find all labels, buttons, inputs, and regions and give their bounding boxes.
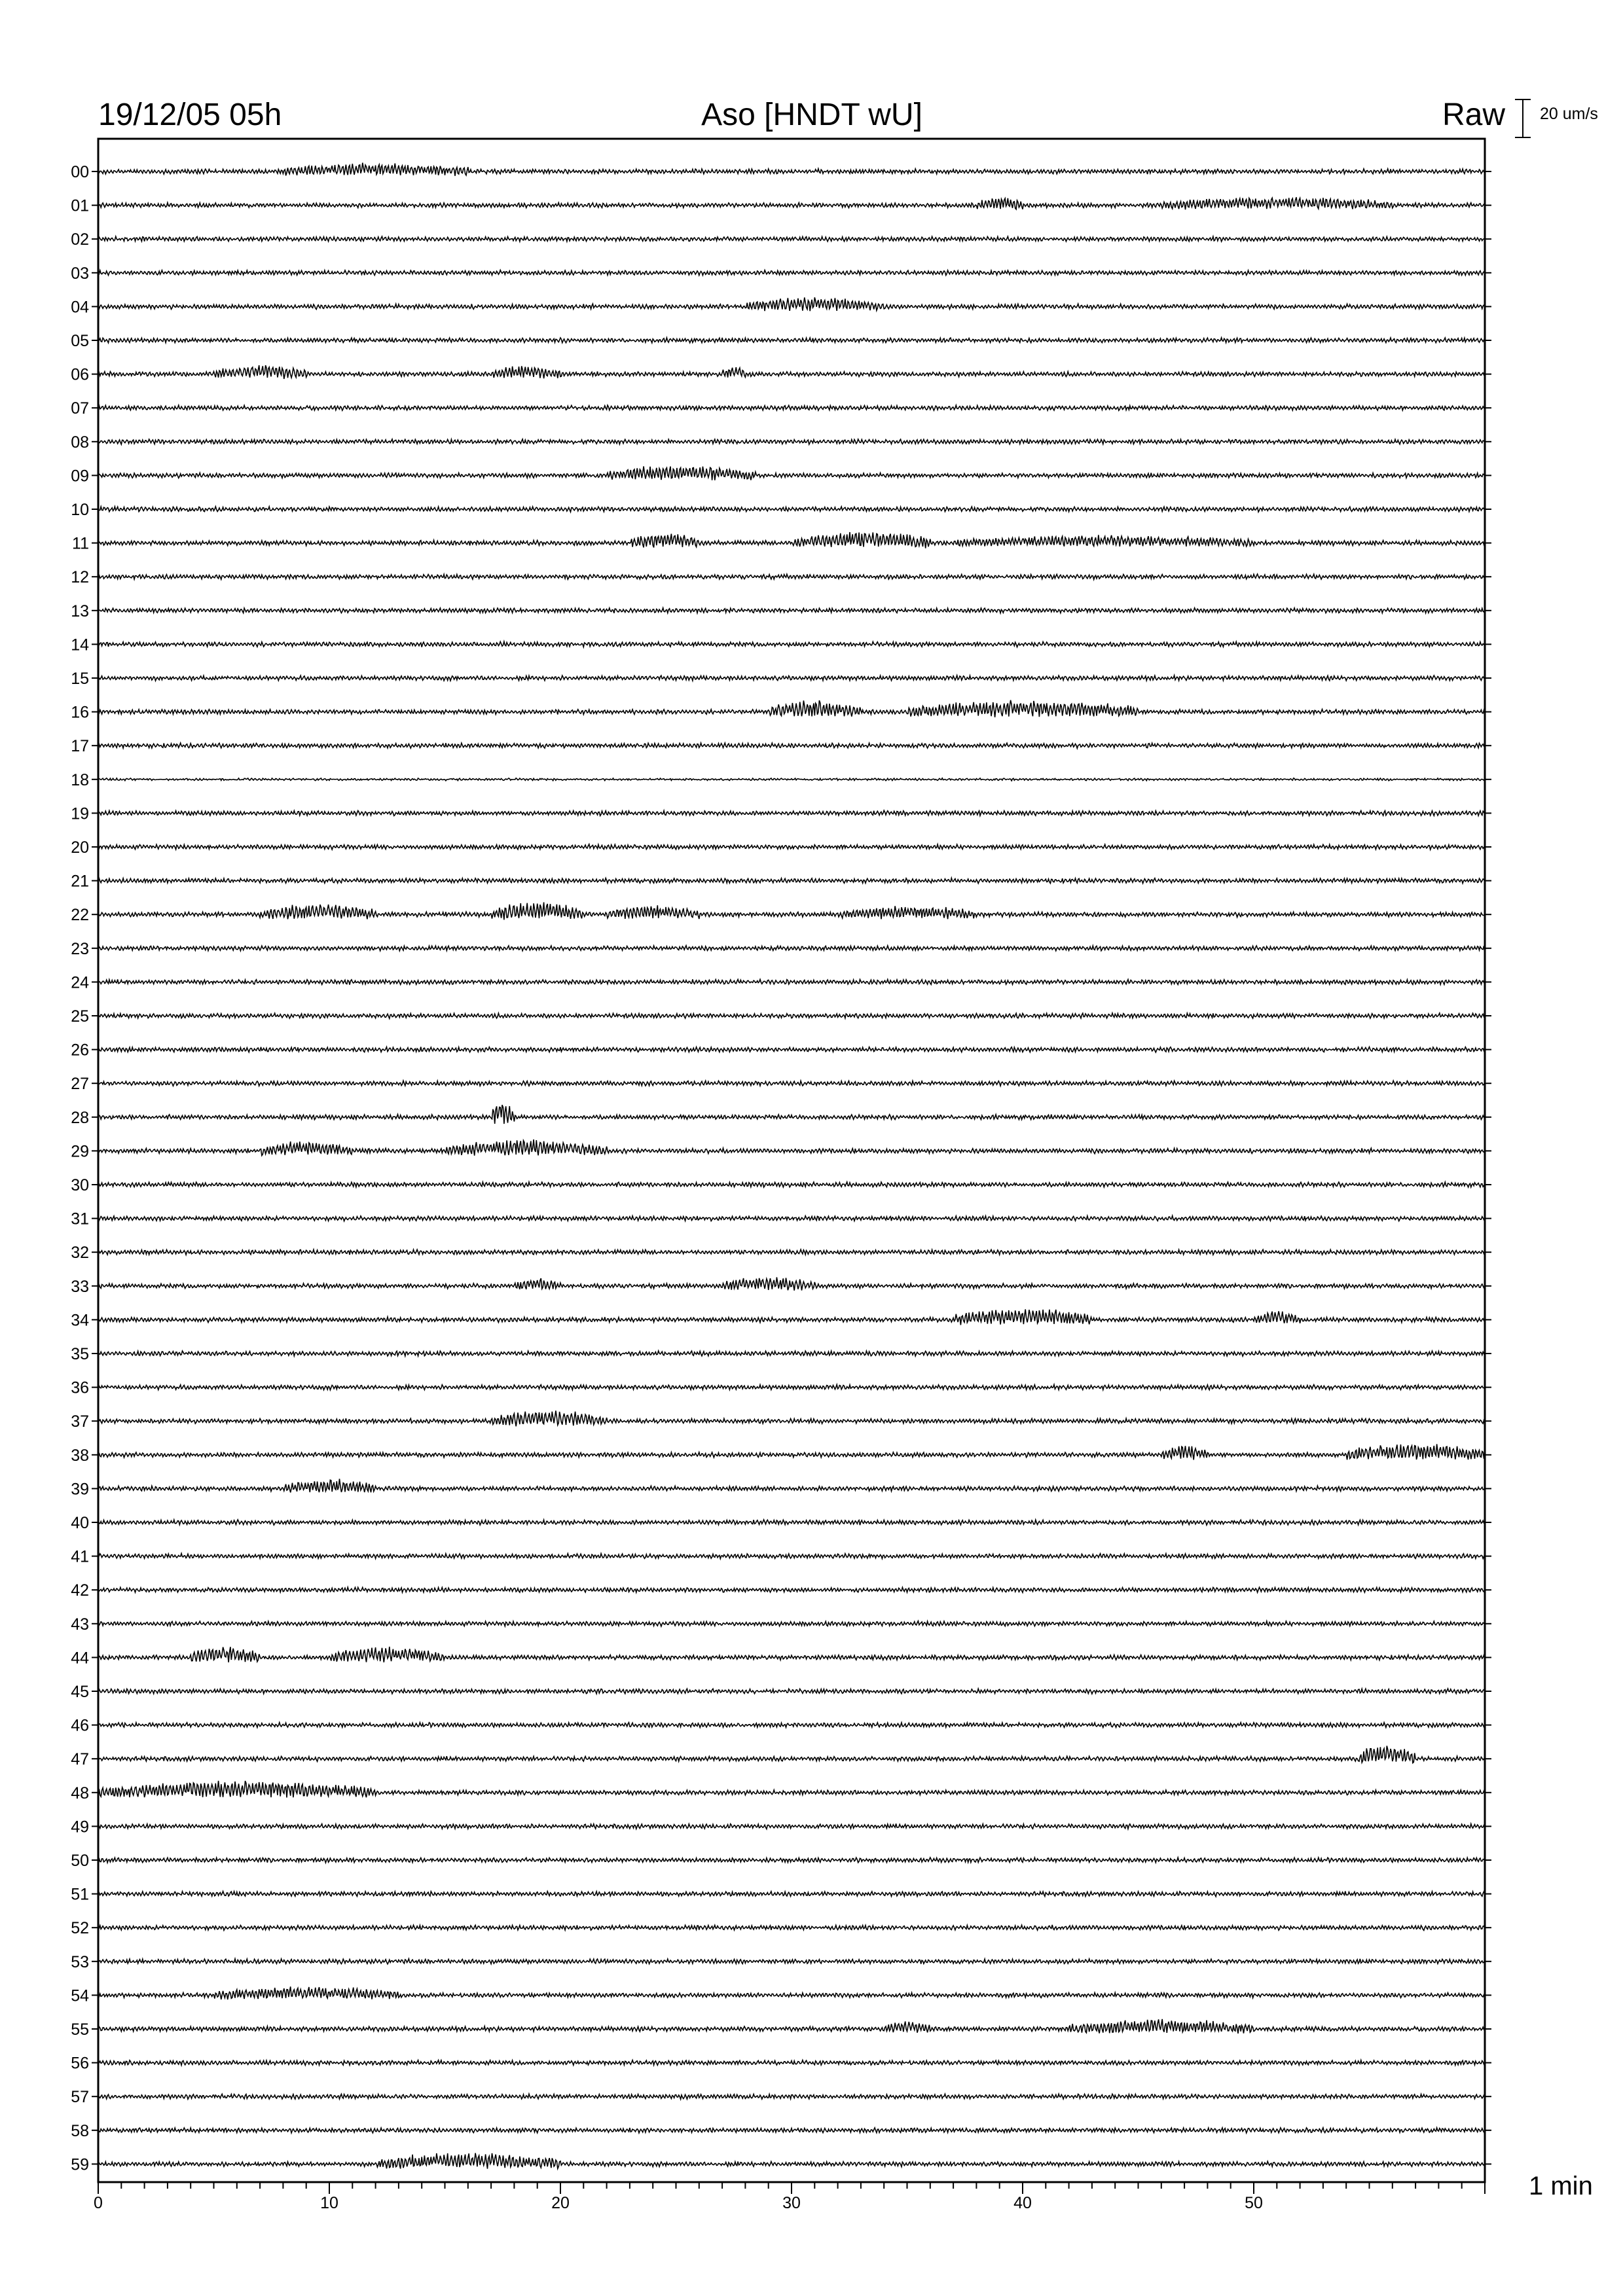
row-label: 39 <box>71 1480 89 1499</box>
trace-row-19 <box>71 804 1491 823</box>
row-label: 37 <box>71 1412 89 1431</box>
trace-row-54 <box>71 1986 1491 2005</box>
row-label: 23 <box>71 939 89 958</box>
trace-row-24 <box>71 973 1491 992</box>
trace-row-31 <box>71 1210 1491 1229</box>
trace-line <box>98 405 1485 410</box>
trace-line <box>98 197 1485 209</box>
trace-line <box>98 743 1485 748</box>
trace-line <box>98 338 1485 343</box>
mode-label: Raw <box>1442 98 1505 132</box>
trace-row-58 <box>71 2122 1491 2140</box>
trace-row-34 <box>71 1310 1491 1330</box>
trace-line <box>98 1689 1485 1694</box>
trace-line <box>98 700 1485 717</box>
trace-line <box>98 1216 1485 1221</box>
trace-row-02 <box>71 230 1491 249</box>
trace-line <box>98 1278 1485 1291</box>
trace-row-21 <box>71 872 1491 891</box>
trace-row-52 <box>71 1919 1491 1937</box>
trace-row-44 <box>71 1647 1491 1667</box>
row-label: 59 <box>71 2155 89 2174</box>
row-label: 10 <box>71 501 89 519</box>
trace-row-55 <box>71 2019 1491 2039</box>
row-label: 16 <box>71 703 89 722</box>
row-label: 53 <box>71 1952 89 1971</box>
trace-row-57 <box>71 2088 1491 2106</box>
row-label: 50 <box>71 1852 89 1870</box>
trace-row-08 <box>71 433 1491 452</box>
trace-row-42 <box>71 1581 1491 1600</box>
trace-row-40 <box>71 1514 1491 1532</box>
row-label: 45 <box>71 1683 89 1701</box>
trace-line <box>98 1925 1485 1930</box>
row-label: 11 <box>72 534 89 553</box>
trace-row-33 <box>71 1278 1491 1296</box>
trace-line <box>98 1959 1485 1964</box>
trace-line <box>98 1857 1485 1863</box>
x-axis <box>94 2182 1485 2212</box>
row-label: 27 <box>71 1075 89 1094</box>
trace-row-15 <box>71 670 1491 688</box>
trace-row-53 <box>71 1953 1491 1971</box>
row-label: 17 <box>71 737 89 756</box>
trace-row-43 <box>71 1615 1491 1634</box>
date-hour-label: 19/12/05 05h <box>98 98 282 132</box>
trace-line <box>98 979 1485 984</box>
trace-row-11 <box>72 532 1491 553</box>
row-label: 49 <box>71 1818 89 1837</box>
trace-line <box>98 574 1485 579</box>
trace-line <box>98 297 1485 311</box>
row-label: 38 <box>71 1446 89 1465</box>
plot-frame <box>98 139 1485 2182</box>
row-label: 47 <box>71 1750 89 1769</box>
row-label: 02 <box>71 230 89 249</box>
row-label: 05 <box>71 332 89 350</box>
row-label: 29 <box>71 1142 89 1161</box>
trace-row-10 <box>71 501 1491 519</box>
trace-row-01 <box>71 197 1491 215</box>
trace-row-51 <box>71 1886 1491 1904</box>
row-label: 46 <box>71 1716 89 1735</box>
trace-row-04 <box>71 297 1491 316</box>
trace-line <box>98 1310 1485 1325</box>
trace-line <box>98 1781 1485 1798</box>
row-label: 26 <box>71 1041 89 1060</box>
trace-line <box>98 236 1485 242</box>
trace-line <box>98 1587 1485 1592</box>
row-label: 22 <box>71 906 89 925</box>
trace-row-22 <box>71 903 1491 925</box>
row-label: 01 <box>71 196 89 215</box>
trace-row-16 <box>71 700 1491 722</box>
trace-line <box>98 467 1485 480</box>
trace-row-05 <box>71 332 1491 350</box>
trace-row-48 <box>71 1781 1491 1803</box>
trace-row-47 <box>71 1746 1491 1768</box>
row-label: 20 <box>71 838 89 857</box>
trace-row-46 <box>71 1717 1491 1735</box>
trace-row-23 <box>71 940 1491 958</box>
trace-line <box>98 1479 1485 1493</box>
trace-line <box>98 2128 1485 2133</box>
row-label: 13 <box>71 601 89 620</box>
scale-bar <box>1515 99 1531 137</box>
trace-row-32 <box>71 1244 1491 1262</box>
row-label: 18 <box>71 770 89 789</box>
row-label: 32 <box>71 1244 89 1263</box>
row-label: 54 <box>71 1986 89 2005</box>
trace-line <box>98 778 1485 781</box>
trace-row-17 <box>71 737 1491 755</box>
trace-row-18 <box>71 771 1491 789</box>
trace-line <box>98 1892 1485 1897</box>
trace-line <box>98 1986 1485 2000</box>
trace-line <box>98 1410 1485 1426</box>
row-label: 15 <box>71 670 89 688</box>
trace-line <box>98 1647 1485 1662</box>
trace-line <box>98 2153 1485 2169</box>
trace-line <box>98 532 1485 548</box>
row-label: 55 <box>71 2020 89 2039</box>
row-label: 57 <box>71 2088 89 2107</box>
trace-row-06 <box>71 365 1491 384</box>
row-label: 34 <box>71 1311 89 1330</box>
row-label: 48 <box>71 1784 89 1803</box>
row-label: 09 <box>71 467 89 486</box>
row-label: 51 <box>71 1885 89 1904</box>
trace-row-28 <box>71 1105 1491 1127</box>
trace-line <box>98 1823 1485 1829</box>
x-tick-label: 30 <box>782 2194 801 2212</box>
x-tick-label: 10 <box>320 2194 338 2212</box>
row-label: 12 <box>71 568 89 587</box>
trace-line <box>98 1139 1485 1156</box>
trace-line <box>98 163 1485 176</box>
x-unit-label: 1 min <box>1529 2172 1593 2200</box>
trace-row-50 <box>71 1852 1491 1870</box>
trace-row-36 <box>71 1379 1491 1397</box>
trace-line <box>98 1554 1485 1559</box>
trace-row-25 <box>71 1007 1491 1026</box>
x-tick-label: 40 <box>1013 2194 1032 2212</box>
trace-line <box>98 641 1485 647</box>
x-tick-label: 20 <box>551 2194 570 2212</box>
trace-row-37 <box>71 1410 1491 1431</box>
scale-bar-label: 20 um/s <box>1540 105 1598 123</box>
trace-rows <box>71 163 1491 2174</box>
trace-line <box>98 2094 1485 2099</box>
trace-row-45 <box>71 1683 1491 1701</box>
trace-line <box>98 270 1485 276</box>
row-label: 58 <box>71 2121 89 2140</box>
row-label: 35 <box>71 1345 89 1363</box>
row-label: 30 <box>71 1176 89 1194</box>
row-label: 00 <box>71 163 89 181</box>
trace-row-56 <box>71 2054 1491 2073</box>
trace-line <box>98 675 1485 681</box>
row-label: 21 <box>71 872 89 891</box>
row-label: 28 <box>71 1108 89 1127</box>
trace-line <box>98 2060 1485 2066</box>
row-label: 06 <box>71 365 89 384</box>
trace-line <box>98 1105 1485 1124</box>
trace-line <box>98 1249 1485 1255</box>
trace-row-13 <box>71 602 1491 620</box>
row-label: 07 <box>71 399 89 418</box>
trace-row-35 <box>71 1345 1491 1363</box>
trace-line <box>98 1621 1485 1626</box>
trace-line <box>98 810 1485 816</box>
trace-line <box>98 1520 1485 1525</box>
trace-line <box>98 1182 1485 1187</box>
station-title: Aso [HNDT wU] <box>701 98 922 132</box>
trace-line <box>98 1013 1485 1018</box>
trace-row-39 <box>71 1479 1491 1499</box>
trace-row-09 <box>71 467 1491 486</box>
row-label: 56 <box>71 2054 89 2073</box>
trace-row-00 <box>71 163 1491 181</box>
row-label: 43 <box>71 1615 89 1634</box>
trace-row-29 <box>71 1139 1491 1160</box>
trace-row-27 <box>71 1075 1491 1093</box>
row-label: 42 <box>71 1581 89 1600</box>
trace-row-20 <box>71 838 1491 857</box>
trace-row-26 <box>71 1041 1491 1060</box>
trace-row-07 <box>71 399 1491 418</box>
trace-line <box>98 2019 1485 2034</box>
row-label: 31 <box>71 1210 89 1229</box>
trace-row-03 <box>71 264 1491 283</box>
trace-line <box>98 1081 1485 1086</box>
row-label: 33 <box>71 1277 89 1296</box>
row-label: 36 <box>71 1378 89 1397</box>
trace-line <box>98 439 1485 444</box>
row-label: 44 <box>71 1649 89 1668</box>
row-label: 19 <box>71 804 89 823</box>
row-label: 41 <box>71 1547 89 1566</box>
row-label: 25 <box>71 1007 89 1026</box>
trace-row-59 <box>71 2153 1491 2174</box>
trace-line <box>98 903 1485 920</box>
trace-line <box>98 608 1485 613</box>
trace-row-12 <box>71 568 1491 586</box>
trace-row-30 <box>71 1176 1491 1194</box>
trace-row-41 <box>71 1548 1491 1566</box>
trace-line <box>98 507 1485 512</box>
trace-row-38 <box>71 1444 1491 1464</box>
row-label: 40 <box>71 1514 89 1532</box>
trace-line <box>98 1385 1485 1390</box>
x-tick-label: 50 <box>1245 2194 1263 2212</box>
trace-row-49 <box>71 1818 1491 1836</box>
row-label: 52 <box>71 1919 89 1938</box>
trace-line <box>98 878 1485 884</box>
row-label: 14 <box>71 636 89 655</box>
trace-line <box>98 1444 1485 1460</box>
row-label: 08 <box>71 433 89 452</box>
trace-line <box>98 1723 1485 1728</box>
trace-line <box>98 365 1485 379</box>
trace-line <box>98 1047 1485 1052</box>
trace-line <box>98 1746 1485 1763</box>
trace-line <box>98 946 1485 951</box>
trace-row-14 <box>71 636 1491 654</box>
row-label: 04 <box>71 298 89 317</box>
row-label: 03 <box>71 264 89 283</box>
trace-line <box>98 844 1485 850</box>
row-label: 24 <box>71 973 89 992</box>
x-tick-label: 0 <box>94 2194 103 2212</box>
trace-line <box>98 1351 1485 1356</box>
